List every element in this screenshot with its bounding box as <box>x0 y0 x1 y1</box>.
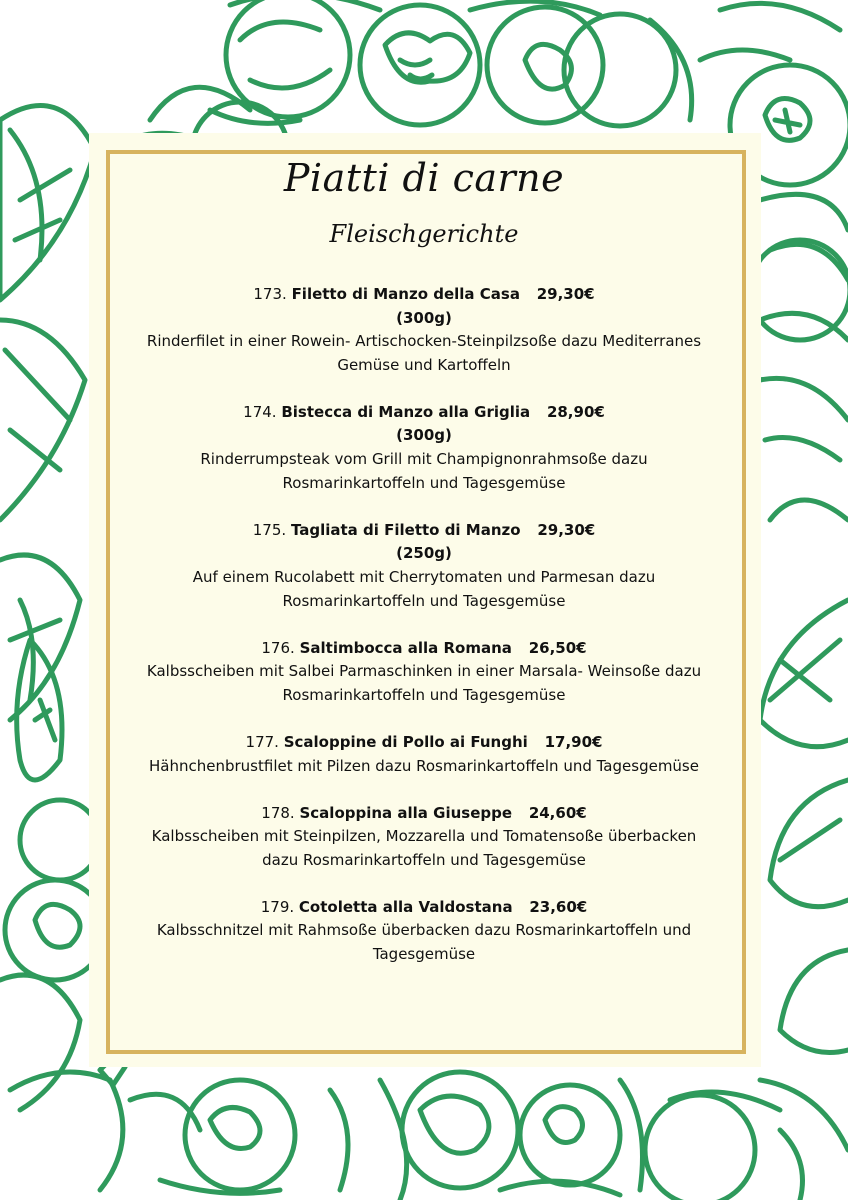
item-weight: (250g) <box>396 544 452 563</box>
item-description: Rosmarinkartoffeln und Tagesgemüse <box>282 685 566 704</box>
menu-item <box>110 637 738 708</box>
item-number: 179. <box>260 897 295 916</box>
menu-item <box>110 802 738 873</box>
item-number: 176. <box>261 638 295 657</box>
item-weight: (300g) <box>396 426 452 445</box>
item-description: Kalbsschnitzel mit Rahmsoße überbacken dazu Rosmarinkartoffeln und <box>156 921 692 940</box>
item-description: Gemüse und Kartoffeln <box>337 355 511 374</box>
item-price: 26,50€ <box>528 638 587 657</box>
item-name: Scaloppina alla Giuseppe <box>299 803 513 822</box>
item-description: Kalbsscheiben mit Salbei Parmaschinken in einer Marsala- Weinsoße dazu <box>146 662 702 681</box>
item-name: Bistecca di Manzo alla Griglia <box>281 402 531 421</box>
item-description: Auf einem Rucolabett mit Cherrytomaten und Parmesan dazu <box>192 567 656 586</box>
menu-list <box>110 283 738 990</box>
menu-item <box>110 283 738 377</box>
item-number: 177. <box>245 732 279 751</box>
item-description: Rosmarinkartoffeln und Tagesgemüse <box>282 473 566 492</box>
page-subtitle: Fleischgerichte <box>329 220 519 248</box>
item-number: 175. <box>252 520 287 539</box>
item-description: Hähnchenbrustfilet mit Pilzen dazu Rosmarinkartoffeln und Tagesgemüse <box>149 756 699 775</box>
item-price: 29,30€ <box>536 285 595 303</box>
item-price: 29,30€ <box>537 520 596 539</box>
menu-item <box>110 401 738 495</box>
menu-item <box>110 731 738 778</box>
menu-item <box>110 519 738 613</box>
item-name: Scaloppine di Pollo ai Funghi <box>283 732 528 751</box>
item-name: Saltimbocca alla Romana <box>299 638 512 657</box>
item-price: 28,90€ <box>546 402 605 421</box>
item-description: Rosmarinkartoffeln und Tagesgemüse <box>282 591 566 610</box>
menu-item <box>110 896 738 967</box>
item-price: 24,60€ <box>528 803 587 822</box>
item-name: Cotoletta alla Valdostana <box>298 897 513 916</box>
item-price: 17,90€ <box>544 732 603 751</box>
item-description: Kalbsscheiben mit Steinpilzen, Mozzarella und Tomatensoße überbacken <box>151 827 697 846</box>
item-price: 23,60€ <box>529 897 588 916</box>
item-number: 173. <box>253 285 287 303</box>
page-title: Piatti di carne <box>283 156 565 200</box>
item-weight: (300g) <box>396 308 452 327</box>
item-description: Tagesgemüse <box>372 945 476 964</box>
item-name: Filetto di Manzo della Casa <box>291 285 520 303</box>
item-number: 178. <box>261 803 295 822</box>
item-number: 174. <box>243 402 277 421</box>
item-description: dazu Rosmarinkartoffeln und Tagesgemüse <box>262 850 586 869</box>
item-description: Rinderfilet in einer Rowein- Artischocken-Steinpilzsoße dazu Mediterranes <box>146 332 702 351</box>
item-name: Tagliata di Filetto di Manzo <box>290 520 521 539</box>
item-description: Rinderrumpsteak vom Grill mit Champignonrahmsoße dazu <box>200 450 648 469</box>
